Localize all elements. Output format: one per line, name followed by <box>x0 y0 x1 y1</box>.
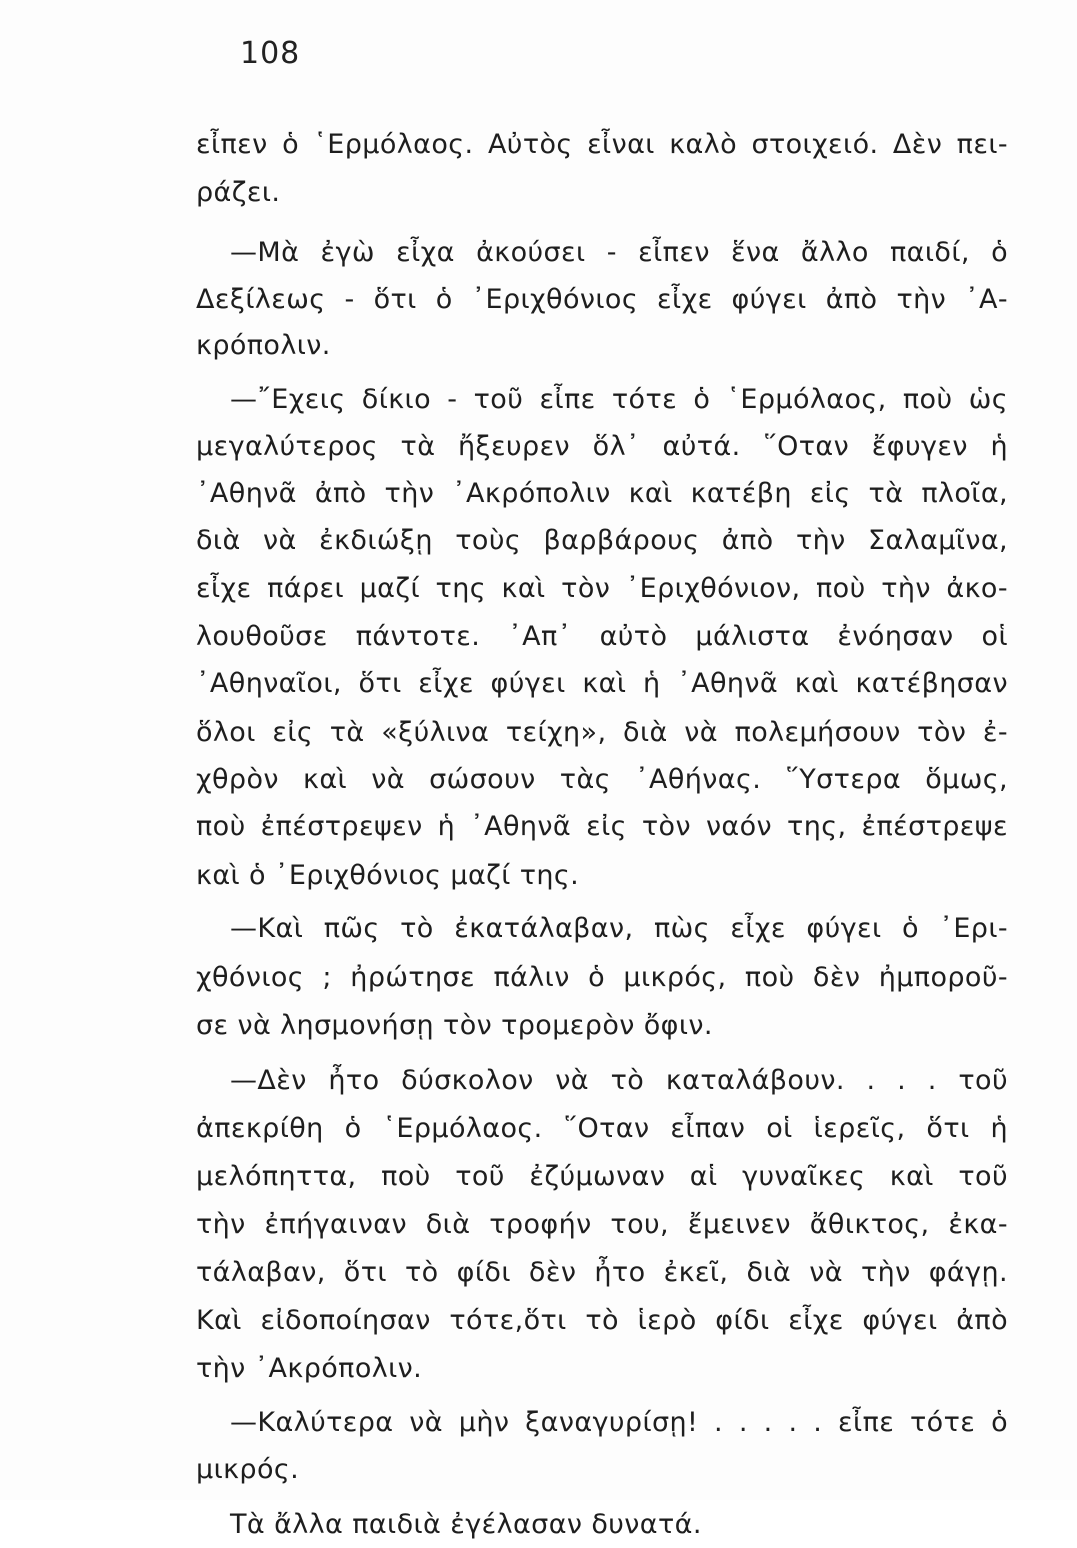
text-line: ᾿Αθηναῖοι, ὅτι εἶχε φύγει καὶ ἡ ᾿Αθηνᾶ καὶ κατέβησαν <box>196 668 1008 699</box>
text-line: —Δὲν ἦτο δύσκολον νὰ τὸ καταλάβουν. . . . τοῦ <box>230 1065 1008 1096</box>
text-line: μικρός. <box>196 1454 300 1485</box>
text-line: χθρὸν καὶ νὰ σώσουν τὰς ᾿Αθήνας. ῞Υστερα ὅμως, <box>196 764 1008 795</box>
text-line: ἀπεκρίθη ὁ ῾Ερμόλαος. ῞Οταν εἶπαν οἱ ἱερεῖς, ὅτι ἡ <box>196 1113 1008 1144</box>
text-line: Δεξίλεως - ὅτι ὁ ᾿Εριχθόνιος εἶχε φύγει ἀπὸ τὴν ᾿Α- <box>196 284 1008 315</box>
page-number: 108 <box>240 36 301 71</box>
text-line: κρόπολιν. <box>196 330 331 361</box>
text-line: Τὰ ἄλλα παιδιὰ ἐγέλασαν δυνατά. <box>230 1509 702 1540</box>
text-line: Καὶ εἰδοποίησαν τότε,ὅτι τὸ ἱερὸ φίδι εἶχε φύγει ἀπὸ <box>196 1305 1008 1336</box>
text-line: τὴν ἐπήγαιναν διὰ τροφήν του, ἔμεινεν ἄθικτος, ἐκα- <box>196 1209 1008 1240</box>
text-line: εἶχε πάρει μαζί της καὶ τὸν ᾿Εριχθόνιον, ποὺ τὴν ἀκο- <box>196 573 1008 604</box>
text-line: —῎Εχεις δίκιο - τοῦ εἶπε τότε ὁ ῾Ερμόλαος, ποὺ ὡς <box>230 384 1008 415</box>
text-line: —Καὶ πῶς τὸ ἐκατάλαβαν, πὼς εἶχε φύγει ὁ ᾿Ερι- <box>230 913 1008 944</box>
text-line: ποὺ ἐπέστρεψεν ἡ ᾿Αθηνᾶ εἰς τὸν ναόν της, ἐπέστρεψε <box>196 811 1008 842</box>
text-line: ᾿Αθηνᾶ ἀπὸ τὴν ᾿Ακρόπολιν καὶ κατέβη εἰς τὰ πλοῖα, <box>196 478 1008 509</box>
text-line: ὅλοι εἰς τὰ «ξύλινα τείχη», διὰ νὰ πολεμήσουν τὸν ἐ- <box>196 717 1008 748</box>
text-line: χθόνιος ; ἠρώτησε πάλιν ὁ μικρός, ποὺ δὲν ἠμποροῦ- <box>196 962 1008 993</box>
text-line: καὶ ὁ ᾿Εριχθόνιος μαζί της. <box>196 860 580 891</box>
text-line: —Καλύτερα νὰ μὴν ξαναγυρίσῃ! . . . . . εἶπε τότε ὁ <box>230 1407 1008 1438</box>
text-line: διὰ νὰ ἐκδιώξῃ τοὺς βαρβάρους ἀπὸ τὴν Σαλαμῖνα, <box>196 525 1008 556</box>
text-line: τάλαβαν, ὅτι τὸ φίδι δὲν ἦτο ἐκεῖ, διὰ νὰ τὴν φάγῃ. <box>196 1257 1008 1288</box>
text-line: μελόπηττα, ποὺ τοῦ ἐζύμωναν αἱ γυναῖκες καὶ τοῦ <box>196 1161 1008 1192</box>
text-line: λουθοῦσε πάντοτε. ᾿Απ᾿ αὐτὸ μάλιστα ἐνόησαν οἱ <box>196 621 1008 652</box>
text-line: ράζει. <box>196 177 281 208</box>
text-line: σε νὰ λησμονήσῃ τὸν τρομερὸν ὄφιν. <box>196 1010 713 1041</box>
text-line: —Μὰ ἐγὼ εἶχα ἀκούσει - εἶπεν ἕνα ἄλλο παιδί, ὁ <box>230 237 1008 268</box>
text-line: μεγαλύτερος τὰ ἤξευρεν ὅλ᾿ αὐτά. ῞Οταν ἔφυγεν ἡ <box>196 431 1008 462</box>
text-line: εἶπεν ὁ ῾Ερμόλαος. Αὐτὸς εἶναι καλὸ στοιχειό. Δὲν πει- <box>196 129 1008 160</box>
text-line: τὴν ᾿Ακρόπολιν. <box>196 1353 423 1384</box>
